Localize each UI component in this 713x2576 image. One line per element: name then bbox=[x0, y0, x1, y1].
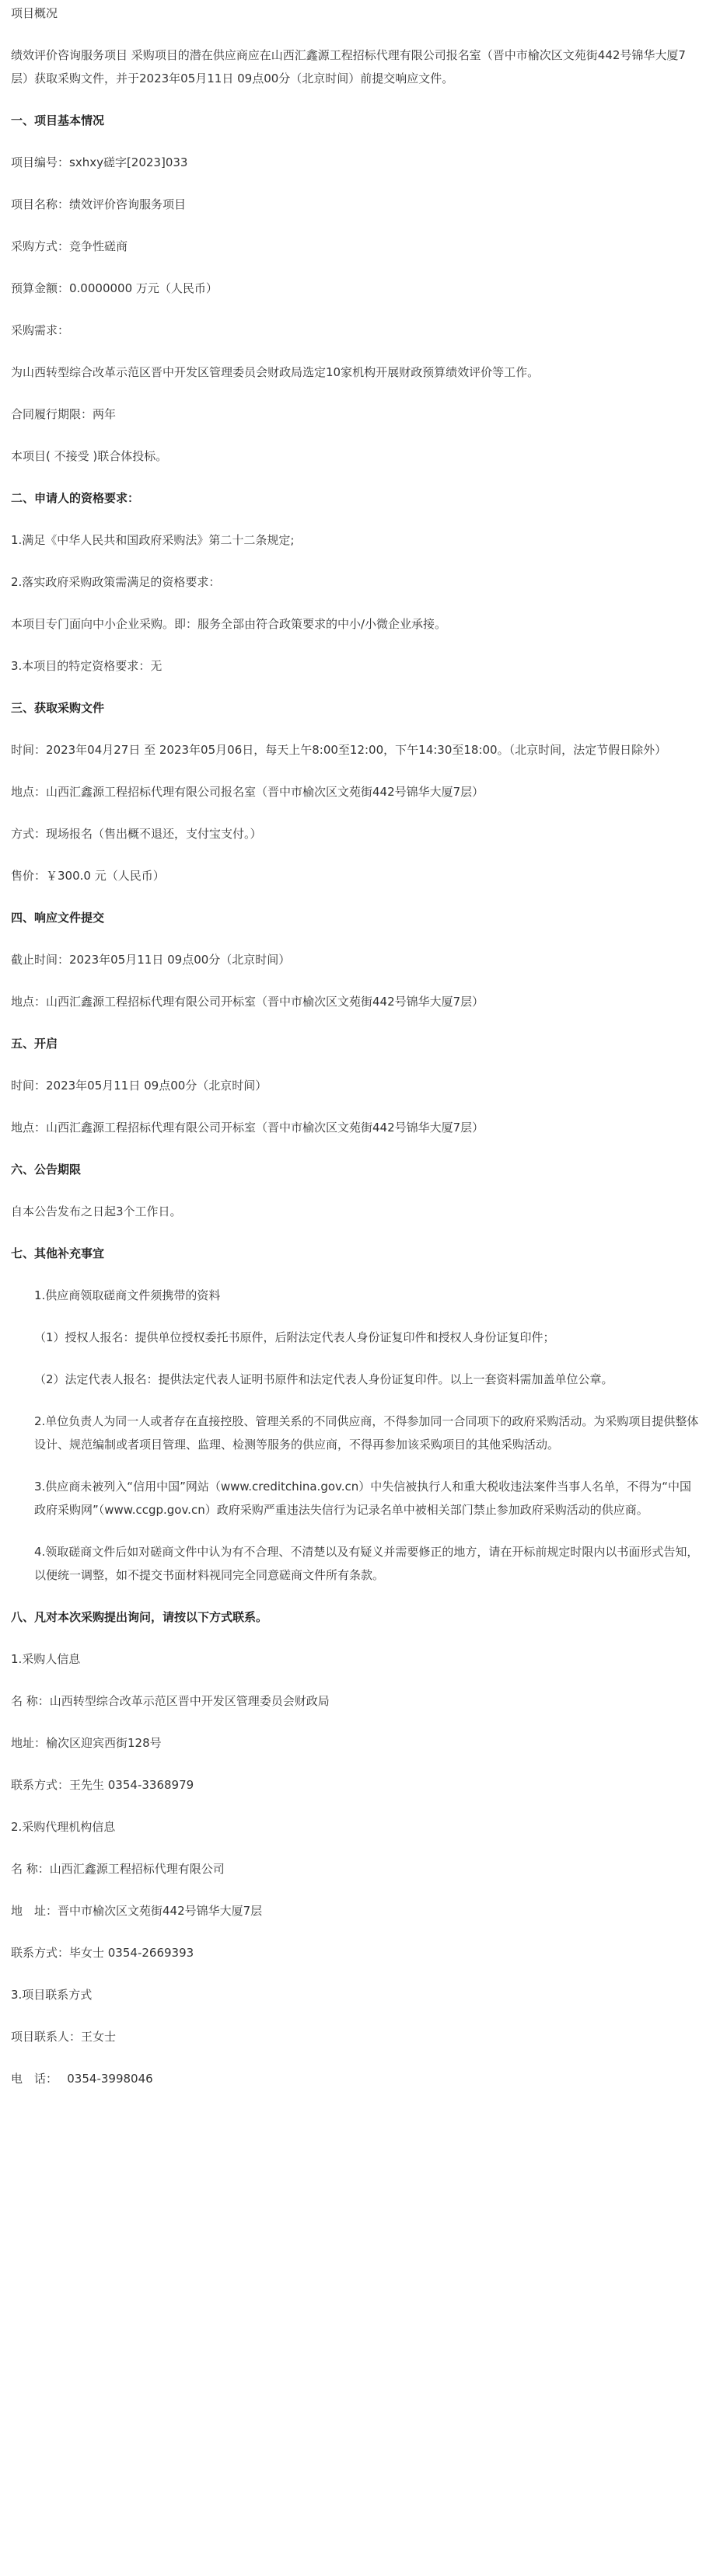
obtain-price: 售价：￥300.0 元（人民币） bbox=[11, 869, 165, 883]
section-4-heading: 四、响应文件提交 bbox=[11, 911, 105, 925]
project-contact-phone: 电 话： 0354-3998046 bbox=[11, 2072, 153, 2086]
submit-place: 地点：山西汇鑫源工程招标代理有限公司开标室（晋中市榆次区文苑街442号锦华大厦7层） bbox=[11, 995, 484, 1009]
budget-amount: 预算金额：0.0000000 万元（人民币） bbox=[11, 281, 218, 295]
supplement-item-1b: （2）法定代表人报名：提供法定代表人证明书原件和法定代表人身份证复印件。以上一套资料需加盖单位公章。 bbox=[34, 1372, 613, 1386]
demand-text: 为山西转型综合改革示范区晋中开发区管理委员会财政局选定10家机构开展财政预算绩效评价等工作。 bbox=[11, 365, 540, 379]
qualification-item-1: 1.满足《中华人民共和国政府采购法》第二十二条规定; bbox=[11, 533, 295, 547]
purchaser-contact: 联系方式：王先生 0354-3368979 bbox=[11, 1778, 194, 1792]
announcement-document bbox=[0, 2, 713, 2090]
supplement-item-1: 1.供应商领取磋商文件须携带的资料 bbox=[34, 1288, 221, 1302]
contract-period: 合同履行期限：两年 bbox=[11, 407, 117, 421]
purchaser-address: 地址：榆次区迎宾西街128号 bbox=[11, 1736, 162, 1750]
agency-name: 名 称：山西汇鑫源工程招标代理有限公司 bbox=[11, 1862, 225, 1876]
overview-text: 绩效评价咨询服务项目 采购项目的潜在供应商应在山西汇鑫源工程招标代理有限公司报名室（晋中市榆次区文苑街442号锦华大厦7层）获取采购文件，并于2023年05月11日 09点00分（北京时间）前提交响应文件。 bbox=[11, 48, 686, 85]
agency-title: 2.采购代理机构信息 bbox=[11, 1820, 116, 1834]
project-number: 项目编号：sxhxy磋字[2023]033 bbox=[11, 155, 188, 169]
purchaser-title: 1.采购人信息 bbox=[11, 1652, 81, 1666]
section-6-heading: 六、公告期限 bbox=[11, 1163, 82, 1176]
supplement-item-3: 3.供应商未被列入“信用中国”网站（www.creditchina.gov.cn）中失信被执行人和重大税收违法案件当事人名单，不得为“中国政府采购网”（www.ccgp.gov.cn）政府采购严重违法失信行为记录名单中被相关部门禁止参加政府采购活动的供应商。 bbox=[34, 1480, 692, 1517]
purchaser-name: 名 称：山西转型综合改革示范区晋中开发区管理委员会财政局 bbox=[11, 1694, 330, 1708]
section-7-heading: 七、其他补充事宜 bbox=[11, 1246, 105, 1260]
qualification-item-3: 3.本项目的特定资格要求：无 bbox=[11, 659, 163, 673]
obtain-way: 方式：现场报名（售出概不退还，支付宝支付。） bbox=[11, 827, 262, 841]
overview-title: 项目概况 bbox=[11, 6, 58, 20]
opening-time: 时间：2023年05月11日 09点00分（北京时间） bbox=[11, 1079, 267, 1093]
project-name: 项目名称：绩效评价咨询服务项目 bbox=[11, 197, 187, 211]
qualification-item-2: 2.落实政府采购政策需满足的资格要求： bbox=[11, 575, 221, 589]
demand-label: 采购需求： bbox=[11, 323, 70, 337]
project-contact-person: 项目联系人：王女士 bbox=[11, 2030, 117, 2044]
section-3-heading: 三、获取采购文件 bbox=[11, 701, 105, 715]
procurement-method: 采购方式：竞争性磋商 bbox=[11, 239, 128, 253]
supplement-item-2: 2.单位负责人为同一人或者存在直接控股、管理关系的不同供应商，不得参加同一合同项下的政府采购活动。为采购项目提供整体设计、规范编制或者项目管理、监理、检测等服务的供应商，不得再参加该采购项目的其他采购活动。 bbox=[34, 1414, 699, 1452]
supplement-item-4: 4.领取磋商文件后如对磋商文件中认为有不合理、不清楚以及有疑义并需要修正的地方，请在开标前规定时限内以书面形式告知，以便统一调整，如不提交书面材料视同完全同意磋商文件所有条款。 bbox=[34, 1545, 699, 1582]
section-2-heading: 二、申请人的资格要求： bbox=[11, 491, 140, 505]
obtain-place: 地点：山西汇鑫源工程招标代理有限公司报名室（晋中市榆次区文苑街442号锦华大厦7层） bbox=[11, 785, 484, 799]
section-5-heading: 五、开启 bbox=[11, 1037, 58, 1051]
consortium-note: 本项目( 不接受 )联合体投标。 bbox=[11, 449, 168, 463]
agency-contact: 联系方式：毕女士 0354-2669393 bbox=[11, 1946, 194, 1960]
supplement-item-1a: （1）授权人报名：提供单位授权委托书原件，后附法定代表人身份证复印件和授权人身份证复印件； bbox=[34, 1330, 555, 1344]
section-1-heading: 一、项目基本情况 bbox=[11, 113, 105, 127]
obtain-time: 时间：2023年04月27日 至 2023年05月06日，每天上午8:00至12:00，下午14:30至18:00。（北京时间，法定节假日除外） bbox=[11, 743, 667, 757]
submit-deadline: 截止时间：2023年05月11日 09点00分（北京时间） bbox=[11, 953, 291, 967]
notice-period: 自本公告发布之日起3个工作日。 bbox=[11, 1204, 182, 1218]
agency-address: 地 址：晋中市榆次区文苑街442号锦华大厦7层 bbox=[11, 1904, 263, 1918]
opening-place: 地点：山西汇鑫源工程招标代理有限公司开标室（晋中市榆次区文苑街442号锦华大厦7层） bbox=[11, 1121, 484, 1135]
section-8-heading: 八、凡对本次采购提出询问，请按以下方式联系。 bbox=[11, 1610, 268, 1624]
qualification-item-2-detail: 本项目专门面向中小企业采购。即：服务全部由符合政策要求的中小/小微企业承接。 bbox=[11, 617, 447, 631]
project-contact-title: 3.项目联系方式 bbox=[11, 1988, 93, 2002]
